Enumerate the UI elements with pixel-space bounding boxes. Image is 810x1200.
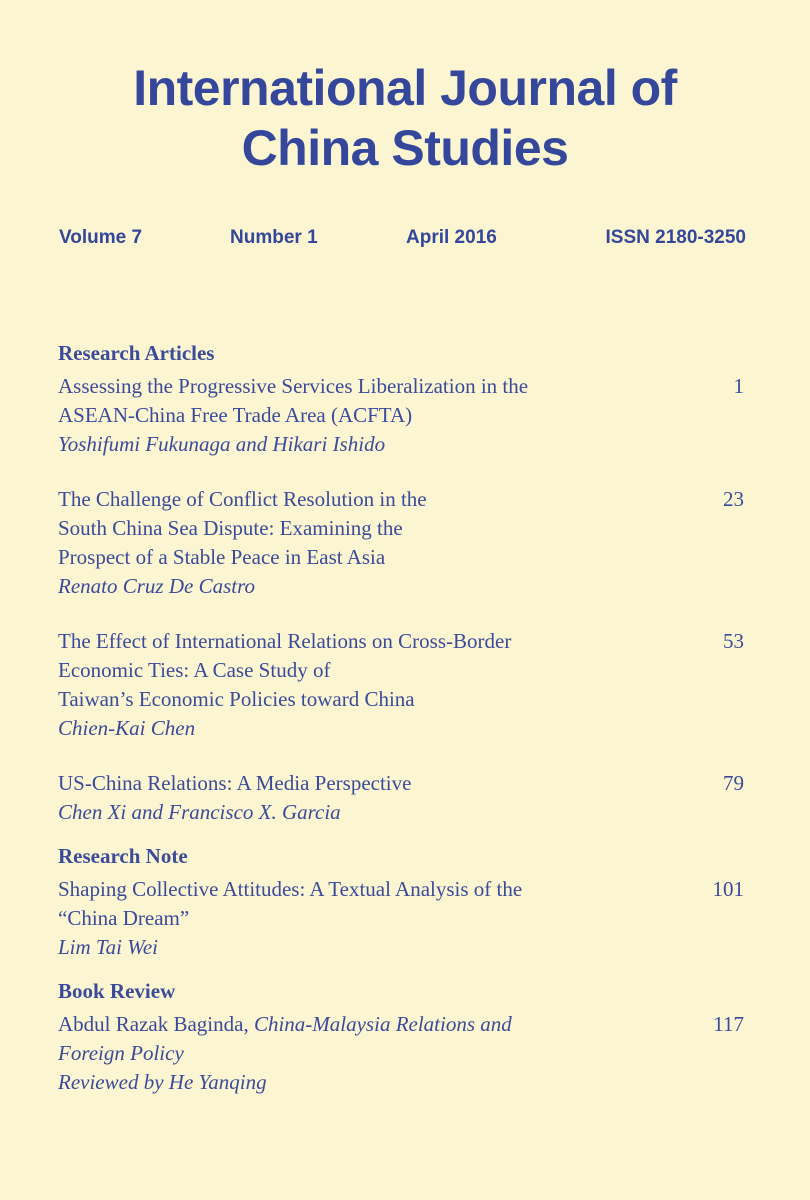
section-heading-book-review: Book Review xyxy=(58,979,176,1003)
article-title-line: US-China Relations: A Media Perspective xyxy=(58,771,412,795)
journal-title-line-2: China Studies xyxy=(241,120,569,176)
toc-entry xyxy=(58,1010,744,1097)
issue-volume: Volume 7 xyxy=(59,227,143,248)
book-title-continued: Foreign Policy xyxy=(58,1041,184,1065)
article-title-line: ASEAN-China Free Trade Area (ACFTA) xyxy=(58,403,413,427)
article-title-line: The Effect of International Relations on Cross-Border xyxy=(58,629,512,653)
section-heading-research-note: Research Note xyxy=(58,844,188,868)
toc-entry xyxy=(58,875,744,962)
reviewer: Reviewed by He Yanqing xyxy=(58,1070,267,1094)
page-number: 79 xyxy=(723,771,744,795)
toc-entry xyxy=(58,627,744,743)
book-author: Abdul Razak Baginda, xyxy=(58,1012,254,1036)
review-line xyxy=(58,1010,634,1039)
page-number: 53 xyxy=(723,629,744,653)
article-title-line: Shaping Collective Attitudes: A Textual Analysis of the xyxy=(58,877,523,901)
issue-date: April 2016 xyxy=(406,227,497,248)
article-title-line: Assessing the Progressive Services Liberalization in the xyxy=(58,374,529,398)
page-number: 1 xyxy=(733,374,744,398)
page-number: 23 xyxy=(723,487,744,511)
issue-info xyxy=(0,227,810,255)
section-heading-research-articles: Research Articles xyxy=(58,341,215,365)
journal-title-line-1: International Journal of xyxy=(133,60,677,116)
toc-entry xyxy=(58,769,744,827)
journal-title xyxy=(0,58,810,178)
article-authors: Chen Xi and Francisco X. Garcia xyxy=(58,800,341,824)
issue-number: Number 1 xyxy=(230,227,318,248)
toc-entry xyxy=(58,372,744,459)
article-title-line: Prospect of a Stable Peace in East Asia xyxy=(58,545,386,569)
article-title-line: Economic Ties: A Case Study of xyxy=(58,658,331,682)
article-authors: Yoshifumi Fukunaga and Hikari Ishido xyxy=(58,432,386,456)
article-authors: Renato Cruz De Castro xyxy=(58,574,255,598)
article-title-line: South China Sea Dispute: Examining the xyxy=(58,516,403,540)
article-title-line: “China Dream” xyxy=(58,906,190,930)
page-number: 117 xyxy=(713,1012,744,1036)
issue-issn: ISSN 2180-3250 xyxy=(605,227,746,248)
toc-entry xyxy=(58,485,744,601)
article-authors: Chien-Kai Chen xyxy=(58,716,196,740)
article-title-line: The Challenge of Conflict Resolution in the xyxy=(58,487,427,511)
page-number: 101 xyxy=(712,877,744,901)
book-title: China-Malaysia Relations and xyxy=(253,1012,512,1036)
article-authors: Lim Tai Wei xyxy=(58,935,158,959)
table-of-contents xyxy=(58,338,744,1097)
article-title-line: Taiwan’s Economic Policies toward China xyxy=(58,687,415,711)
